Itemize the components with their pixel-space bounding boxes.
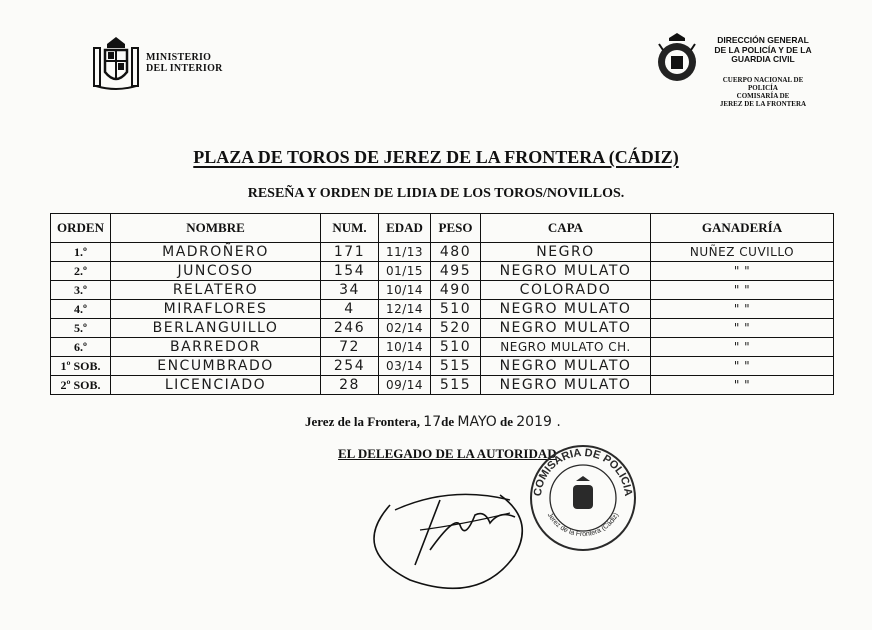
cell-orden: 3.º bbox=[51, 281, 111, 300]
cnp-line3: COMISARÍA DE bbox=[736, 92, 790, 100]
cell-nombre: JUNCOSO bbox=[111, 262, 321, 281]
place-text: Jerez de la Frontera, bbox=[305, 414, 421, 429]
cell-peso: 520 bbox=[431, 319, 481, 338]
cell-ganaderia: NUÑEZ CUVILLO bbox=[651, 243, 834, 262]
cell-edad: 12/14 bbox=[379, 300, 431, 319]
cell-peso: 515 bbox=[431, 357, 481, 376]
month-value: MAYO bbox=[457, 414, 497, 430]
table-row bbox=[51, 262, 834, 281]
cell-num: 254 bbox=[321, 357, 379, 376]
ministry-header bbox=[90, 34, 290, 94]
cell-num: 171 bbox=[321, 243, 379, 262]
cell-orden: 5.º bbox=[51, 319, 111, 338]
ministry-line1: MINISTERIO bbox=[146, 52, 212, 63]
cell-nombre: BERLANGUILLO bbox=[111, 319, 321, 338]
cell-ganaderia: " " bbox=[651, 300, 834, 319]
cell-edad: 01/15 bbox=[379, 262, 431, 281]
cell-num: 4 bbox=[321, 300, 379, 319]
cell-edad: 10/14 bbox=[379, 338, 431, 357]
cell-num: 154 bbox=[321, 262, 379, 281]
cell-capa: NEGRO MULATO bbox=[481, 319, 651, 338]
cell-edad: 10/14 bbox=[379, 281, 431, 300]
col-header-capa: CAPA bbox=[481, 214, 651, 243]
cell-edad: 02/14 bbox=[379, 319, 431, 338]
cell-ganaderia: " " bbox=[651, 376, 834, 395]
cell-orden: 2º SOB. bbox=[51, 376, 111, 395]
ministry-line2: DEL INTERIOR bbox=[146, 63, 223, 74]
col-header-nombre: NOMBRE bbox=[111, 214, 321, 243]
cell-orden: 4.º bbox=[51, 300, 111, 319]
col-header-orden: ORDEN bbox=[51, 214, 111, 243]
cnp-line2: POLICÍA bbox=[748, 84, 778, 92]
cell-orden: 1.º bbox=[51, 243, 111, 262]
cnp-line1: CUERPO NACIONAL DE bbox=[722, 76, 804, 84]
cell-capa: NEGRO bbox=[481, 243, 651, 262]
date-line bbox=[305, 414, 561, 430]
col-header-peso: PESO bbox=[431, 214, 481, 243]
cell-num: 28 bbox=[321, 376, 379, 395]
cell-ganaderia: " " bbox=[651, 357, 834, 376]
col-header-edad: EDAD bbox=[379, 214, 431, 243]
cell-orden: 1º SOB. bbox=[51, 357, 111, 376]
cell-num: 34 bbox=[321, 281, 379, 300]
cell-ganaderia: " " bbox=[651, 281, 834, 300]
cnp-line4: JEREZ DE LA FRONTERA bbox=[719, 100, 807, 108]
cell-orden: 2.º bbox=[51, 262, 111, 281]
de-label-1: de bbox=[441, 414, 455, 429]
table-row bbox=[51, 319, 834, 338]
dg-line2: DE LA POLICÍA Y DE LA bbox=[714, 44, 812, 55]
cell-nombre: MADROÑERO bbox=[111, 243, 321, 262]
police-stamp-icon bbox=[528, 443, 638, 553]
table-row bbox=[51, 300, 834, 319]
cell-capa: NEGRO MULATO bbox=[481, 357, 651, 376]
coat-of-arms-icon bbox=[90, 34, 142, 92]
cell-num: 72 bbox=[321, 338, 379, 357]
cell-capa: COLORADO bbox=[481, 281, 651, 300]
cell-peso: 510 bbox=[431, 300, 481, 319]
cell-capa: NEGRO MULATO bbox=[481, 376, 651, 395]
cell-ganaderia: " " bbox=[651, 262, 834, 281]
cell-edad: 11/13 bbox=[379, 243, 431, 262]
cell-nombre: MIRAFLORES bbox=[111, 300, 321, 319]
dg-line1: DIRECCIÓN GENERAL bbox=[717, 35, 809, 45]
cell-edad: 09/14 bbox=[379, 376, 431, 395]
title-text: PLAZA DE TOROS DE JEREZ DE LA FRONTERA (CÁDIZ) bbox=[193, 147, 679, 167]
cell-peso: 480 bbox=[431, 243, 481, 262]
cell-peso: 515 bbox=[431, 376, 481, 395]
table-row bbox=[51, 376, 834, 395]
cell-capa: NEGRO MULATO bbox=[481, 262, 651, 281]
cell-nombre: LICENCIADO bbox=[111, 376, 321, 395]
day-value: 17 bbox=[423, 414, 442, 430]
page-subtitle: RESEÑA Y ORDEN DE LIDIA DE LOS TOROS/NOVILLOS. bbox=[247, 186, 625, 201]
stamp-top-text: COMISARIA DE POLICIA bbox=[531, 446, 635, 497]
cell-edad: 03/14 bbox=[379, 357, 431, 376]
table-row bbox=[51, 338, 834, 357]
svg-text:Jerez de la Frontera (Cádiz) bbox=[546, 512, 621, 538]
col-header-ganaderia: GANADERÍA bbox=[651, 214, 834, 243]
table-row bbox=[51, 243, 834, 262]
table-row bbox=[51, 281, 834, 300]
cell-peso: 490 bbox=[431, 281, 481, 300]
cell-capa: NEGRO MULATO CH. bbox=[481, 338, 651, 357]
cell-nombre: BARREDOR bbox=[111, 338, 321, 357]
cell-capa: NEGRO MULATO bbox=[481, 300, 651, 319]
cell-num: 246 bbox=[321, 319, 379, 338]
stamp-bottom-text: Jerez de la Frontera (Cádiz) bbox=[545, 511, 621, 539]
lidia-table bbox=[50, 213, 834, 395]
police-badge-icon bbox=[655, 32, 699, 84]
table-header-row bbox=[51, 214, 834, 243]
cell-nombre: ENCUMBRADO bbox=[111, 357, 321, 376]
cell-peso: 495 bbox=[431, 262, 481, 281]
police-header bbox=[655, 30, 825, 120]
dg-line3: GUARDIA CIVIL bbox=[731, 54, 795, 64]
delegado-label: EL DELEGADO DE LA AUTORIDAD bbox=[338, 446, 557, 461]
table-row bbox=[51, 357, 834, 376]
year-value: 2019 . bbox=[516, 414, 561, 430]
cell-orden: 6.º bbox=[51, 338, 111, 357]
cell-peso: 510 bbox=[431, 338, 481, 357]
cell-ganaderia: " " bbox=[651, 338, 834, 357]
cell-nombre: RELATERO bbox=[111, 281, 321, 300]
col-header-num: NUM. bbox=[321, 214, 379, 243]
cell-ganaderia: " " bbox=[651, 319, 834, 338]
page-title bbox=[0, 147, 872, 168]
de-label-2: de bbox=[500, 414, 513, 429]
